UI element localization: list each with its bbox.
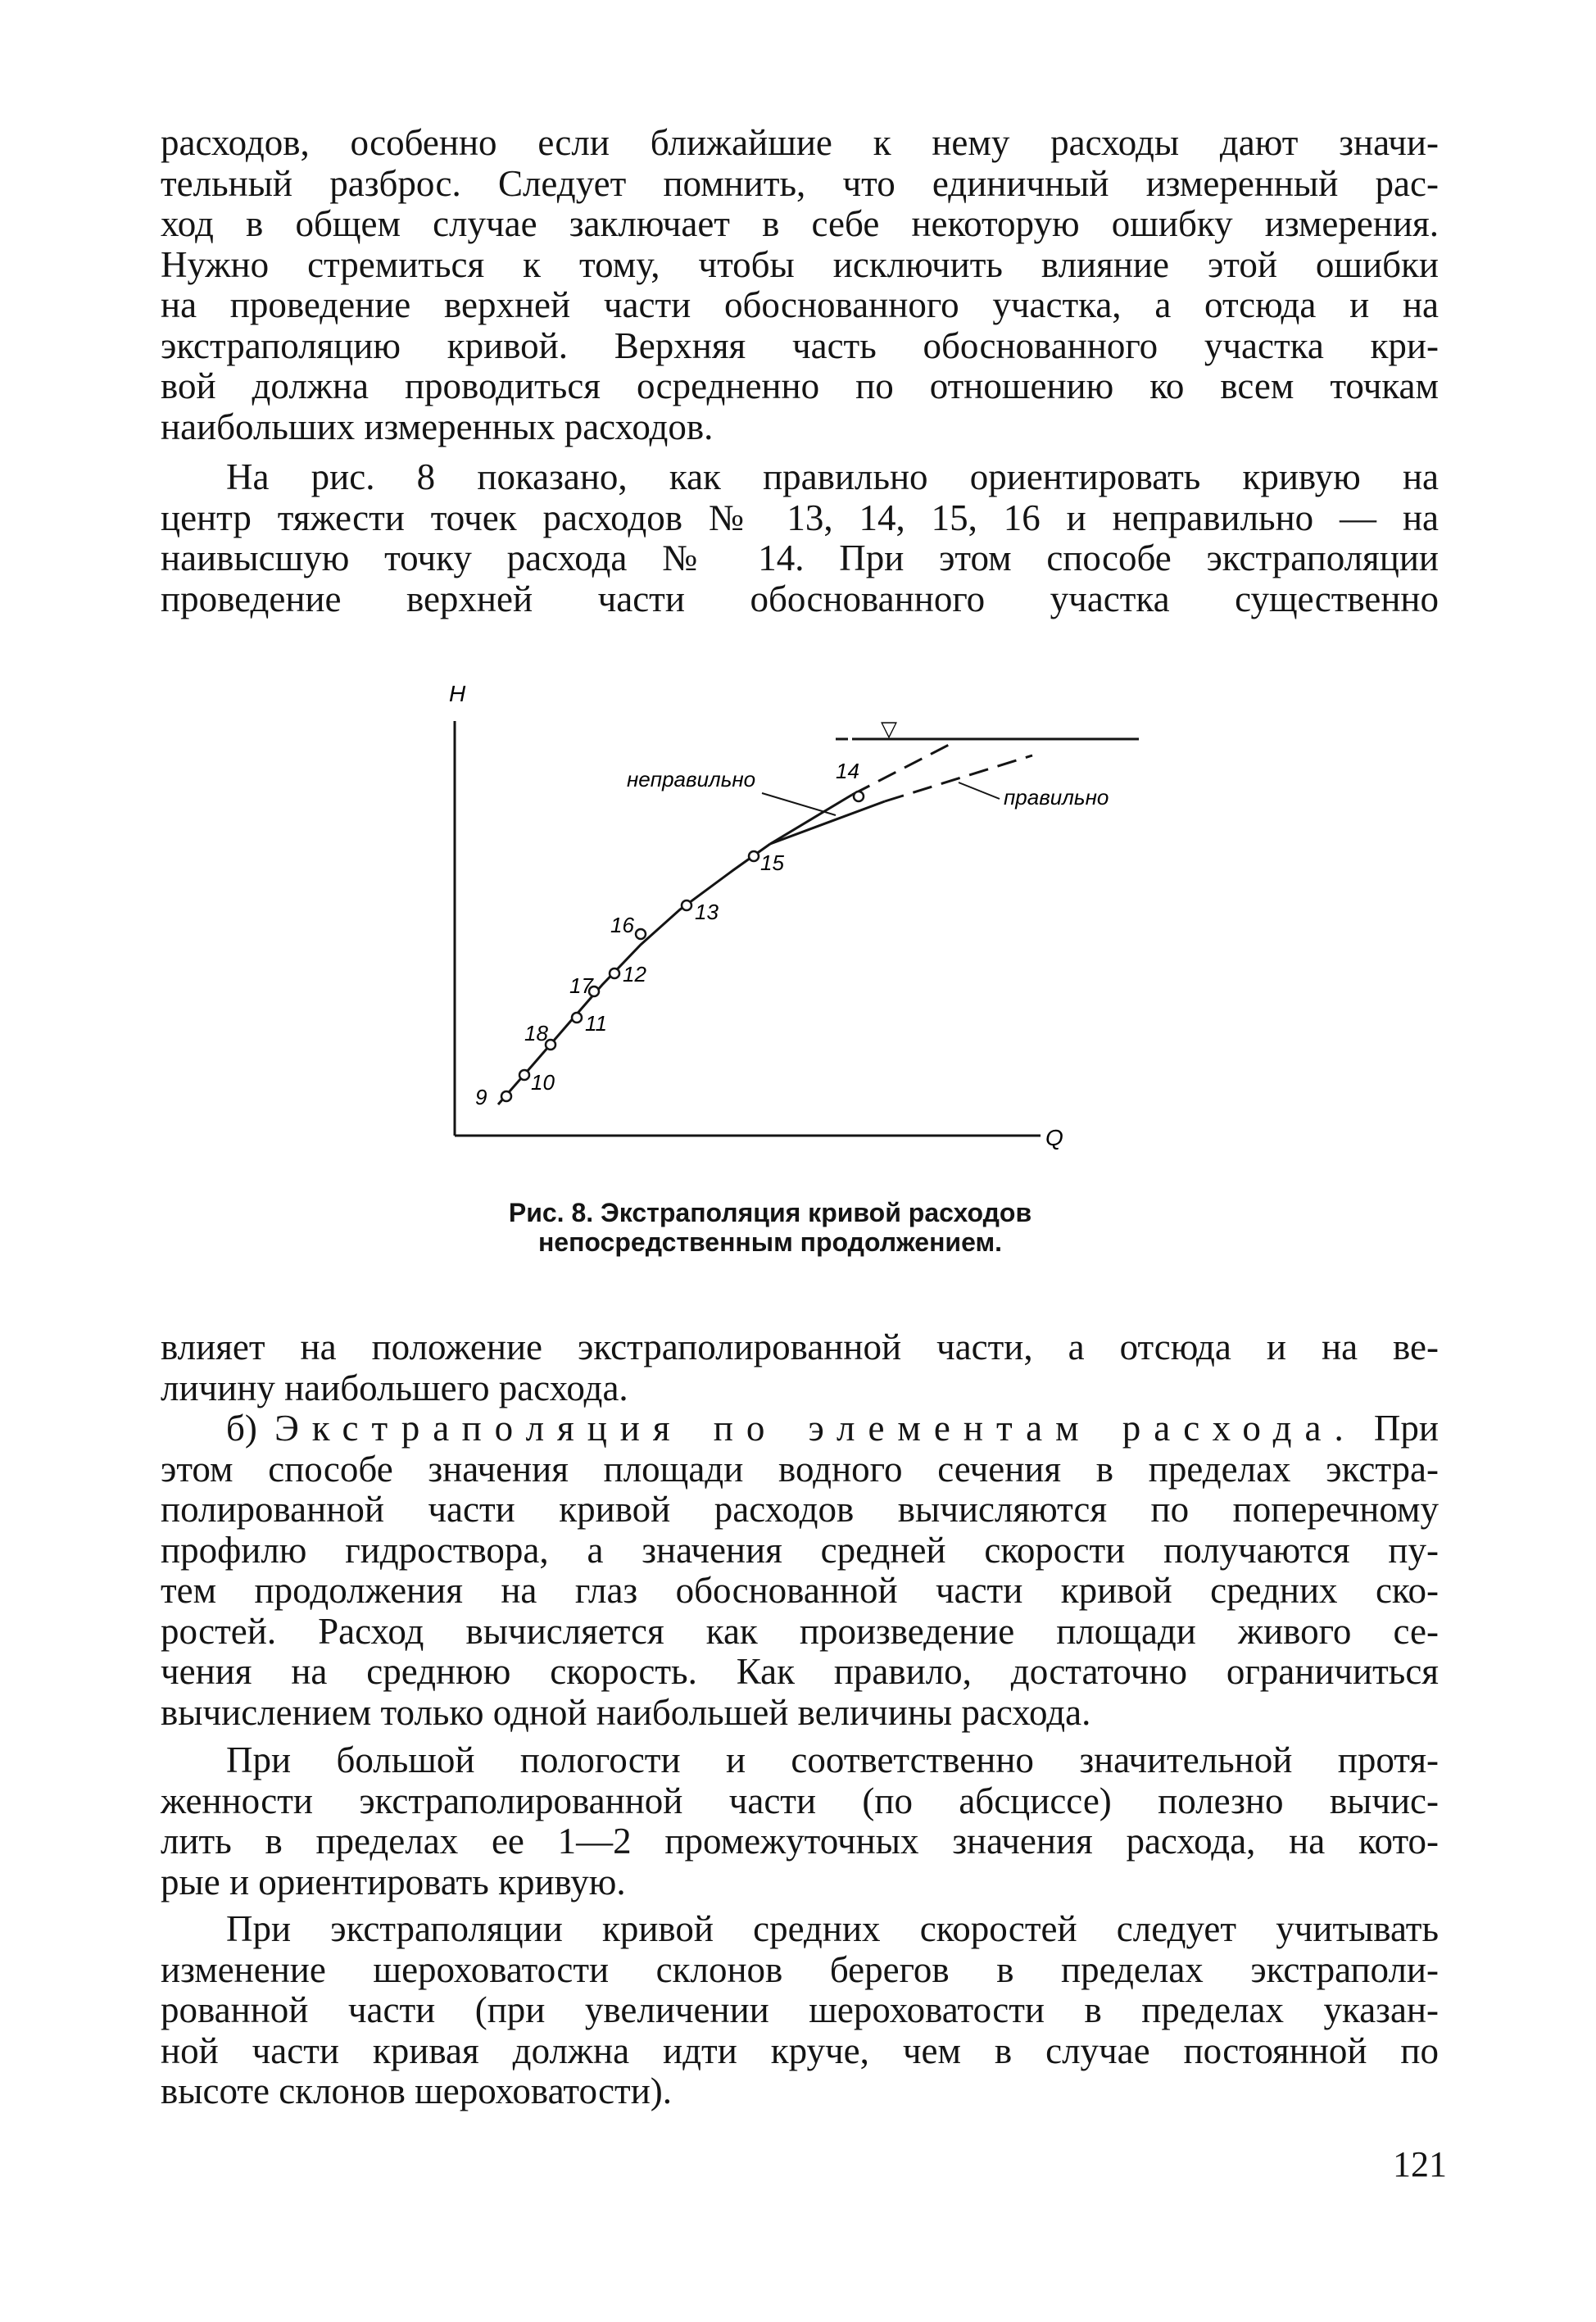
point-11 bbox=[572, 1013, 582, 1023]
text-line: наивысшую точку расхода № 14. При этом способе экстраполяции bbox=[161, 537, 1439, 578]
point-label: 18 bbox=[524, 1021, 548, 1045]
text-fragment: При bbox=[1373, 1408, 1440, 1449]
rating-curve-diagram bbox=[426, 680, 1163, 1180]
text-line: чения на среднюю скорость. Как правило, достаточно ограничиться bbox=[161, 1651, 1439, 1692]
section-heading: Экстраполяция по элементам расхода. bbox=[274, 1408, 1357, 1449]
figure-8 bbox=[426, 680, 1163, 1180]
text-line: вой должна проводиться осредненно по отношению ко всем точкам bbox=[161, 365, 1439, 406]
text-line: Нужно стремиться к тому, чтобы исключить влияние этой ошибки bbox=[161, 243, 1439, 285]
paragraph-3 bbox=[161, 1327, 1439, 1408]
page-number: 121 bbox=[1393, 2144, 1447, 2184]
text-line: высоте склонов шероховатости). bbox=[161, 2070, 673, 2111]
point-label: 17 bbox=[569, 973, 593, 998]
point-14 bbox=[854, 791, 864, 801]
text-line: лить в пределах ее 1—2 промежуточных значения расхода, на кото- bbox=[161, 1821, 1439, 1862]
paragraph-2 bbox=[161, 457, 1439, 619]
point-label: 11 bbox=[585, 1011, 607, 1036]
paragraph-6 bbox=[161, 1909, 1439, 2112]
text-line: личину наибольшего расхода. bbox=[161, 1367, 628, 1408]
label-right: правильно bbox=[1004, 785, 1109, 810]
text-line: экстраполяцию кривой. Верхняя часть обоснованного участка кри- bbox=[161, 324, 1439, 366]
point-label: 16 bbox=[610, 913, 634, 937]
point-13 bbox=[682, 900, 691, 910]
text-line: рованной части (при увеличении шероховатости в пределах указан- bbox=[161, 1989, 1439, 2030]
paragraph-1 bbox=[161, 123, 1439, 447]
water-level-icon: ▽ bbox=[881, 716, 897, 741]
text-line bbox=[161, 1408, 1439, 1449]
text-line: ростей. Расход вычисляется как произведение площади живого се- bbox=[161, 1610, 1439, 1652]
text-line: женности экстраполированной части (по абсциссе) полезно вычис- bbox=[161, 1780, 1439, 1821]
text-line: этом способе значения площади водного сечения в пределах экстра- bbox=[161, 1448, 1439, 1490]
curve-right-solid bbox=[770, 801, 885, 844]
curve-wrong-dashed bbox=[852, 744, 950, 795]
point-12 bbox=[610, 968, 619, 978]
text-line: тельный разброс. Следует помнить, что единичный измеренный рас- bbox=[161, 162, 1439, 204]
caption-line: непосредственным продолжением. bbox=[537, 1227, 1003, 1257]
text-line: полированной части кривой расходов вычисляются по поперечному bbox=[161, 1489, 1439, 1530]
measurement-points bbox=[501, 791, 864, 1101]
point-label: 10 bbox=[531, 1070, 555, 1095]
point-label: 15 bbox=[760, 850, 784, 875]
text-line: профилю гидроствора, а значения средней скорости получаются пу- bbox=[161, 1529, 1439, 1571]
point-15 bbox=[749, 851, 759, 861]
text-line: проведение верхней части обоснованного участка существенно bbox=[161, 578, 1439, 619]
point-label: 14 bbox=[836, 759, 859, 783]
text-line: расходов, особенно если ближайшие к нему расходы дают значи- bbox=[161, 122, 1439, 163]
x-axis-label: Q bbox=[1045, 1125, 1063, 1150]
point-label: 13 bbox=[695, 900, 719, 924]
y-axis-label: H bbox=[449, 681, 466, 706]
point-10 bbox=[519, 1070, 529, 1080]
point-16 bbox=[636, 929, 646, 939]
text-line: тем продолжения на глаз обоснованной части кривой средних ско- bbox=[161, 1570, 1439, 1611]
text-line: При экстраполяции кривой средних скоростей следует учитывать bbox=[226, 1908, 1439, 1949]
text-line: изменение шероховатости склонов берегов в пределах экстраполи- bbox=[161, 1948, 1439, 1990]
point-label: 9 bbox=[475, 1085, 487, 1109]
text-line: При большой пологости и соответственно значительной протя- bbox=[226, 1739, 1439, 1780]
point-label: 12 bbox=[623, 962, 646, 986]
text-line: влияет на положение экстраполированной части, а отсюда и на ве- bbox=[161, 1327, 1439, 1367]
figure-caption bbox=[410, 1198, 1131, 1257]
pointer-wrong bbox=[762, 793, 836, 815]
text-line: центр тяжести точек расходов № 13, 14, 15, 16 и неправильно — на bbox=[161, 497, 1439, 538]
paragraph-4 bbox=[161, 1408, 1439, 1733]
caption-line: Рис. 8. Экстраполяция кривой расходов bbox=[508, 1198, 1032, 1227]
text-line: ход в общем случае заключает в себе некоторую ошибку измерения. bbox=[161, 203, 1439, 244]
text-line: рые и ориентировать кривую. bbox=[161, 1861, 626, 1902]
text-line: вычислением только одной наибольшей величины расхода. bbox=[161, 1691, 1091, 1733]
text-line: наибольших измеренных расходов. bbox=[161, 406, 714, 447]
list-marker: б) bbox=[226, 1408, 257, 1449]
text-line: ной части кривая должна идти круче, чем в случае постоянной по bbox=[161, 2029, 1439, 2071]
text-line: На рис. 8 показано, как правильно ориентировать кривую на bbox=[226, 456, 1439, 497]
paragraph-5 bbox=[161, 1740, 1439, 1902]
label-wrong: неправильно bbox=[627, 767, 756, 791]
pointer-right bbox=[959, 782, 1000, 799]
text-line: на проведение верхней части обоснованного участка, а отсюда и на bbox=[161, 284, 1439, 325]
point-9 bbox=[501, 1091, 511, 1101]
